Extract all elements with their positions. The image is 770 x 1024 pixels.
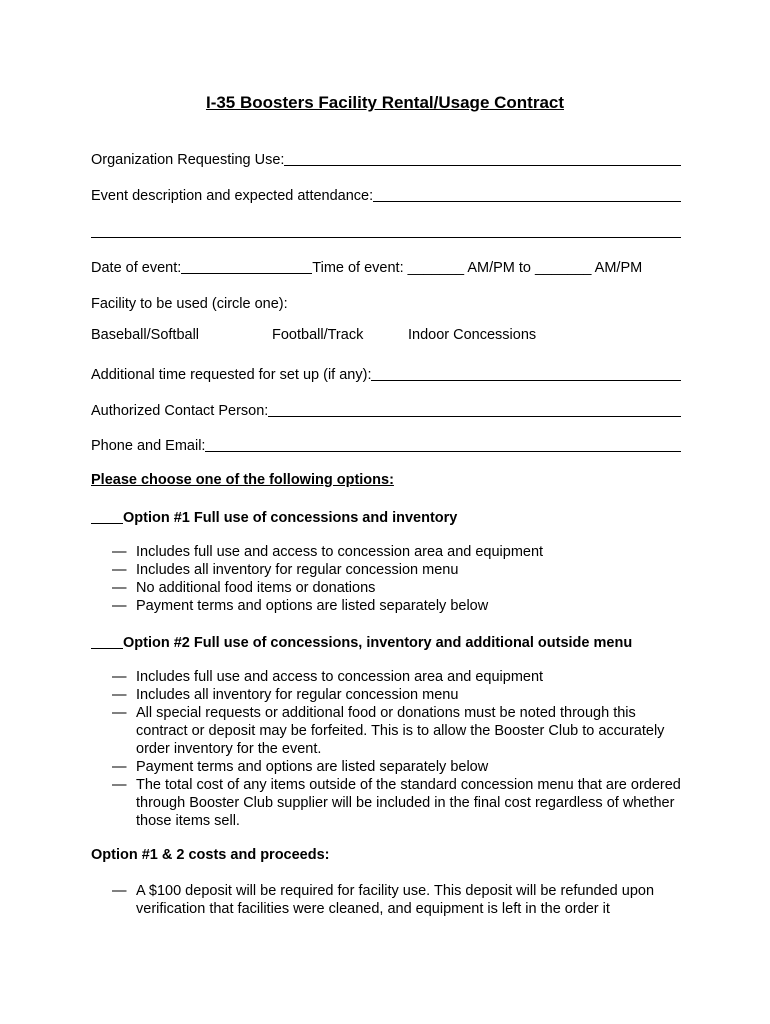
option2-row (91, 631, 632, 651)
facility-option-concessions[interactable]: Indoor Concessions (408, 327, 537, 343)
option2-checkbox[interactable] (91, 632, 123, 649)
option2-list (112, 668, 682, 830)
phone-email-field[interactable] (205, 435, 681, 452)
list-item: — A $100 deposit will be required for facility use. This deposit will be refunded upon verification that facilities were cleaned, and equipment is left in the order it (112, 883, 655, 917)
bullet-dash: — (112, 687, 127, 703)
list-item: — All special requests or additional food or donations must be noted through this contract or deposit may be forfeited. This is to allow the Booster Club to accurately order inventory for the event. (112, 705, 665, 757)
bullet-dash: — (112, 777, 127, 793)
list-item: — Payment terms and options are listed separately below (112, 759, 489, 775)
list-item: — No additional food items or donations (112, 580, 376, 596)
bullet-dash: — (112, 705, 127, 721)
date-label: Date of event: (91, 260, 182, 276)
organization-row (91, 148, 681, 168)
facility-option-baseball[interactable]: Baseball/Softball (91, 327, 200, 343)
list-item: — Includes full use and access to concession area and equipment (112, 669, 544, 685)
phone-email-label: Phone and Email: (91, 438, 206, 454)
phone-email-row (91, 434, 681, 454)
event-description-row (91, 184, 681, 204)
list-item: — Includes all inventory for regular concession menu (112, 562, 459, 578)
facility-options (91, 327, 691, 347)
list-item: — Includes all inventory for regular concession menu (112, 687, 459, 703)
date-time-row (91, 256, 681, 276)
facility-row (91, 292, 681, 312)
organization-label: Organization Requesting Use: (91, 152, 285, 168)
option1-checkbox[interactable] (91, 507, 123, 524)
setup-time-row (91, 363, 681, 383)
contact-row (91, 399, 681, 419)
contact-field[interactable] (268, 400, 681, 417)
option1-row (91, 506, 457, 526)
bullet-dash: — (112, 883, 127, 899)
option1-title: Option #1 Full use of concessions and inventory (123, 510, 458, 526)
time-label: Time of event: _______ AM/PM to _______ AM/PM (312, 260, 643, 276)
setup-time-field[interactable] (371, 364, 681, 381)
organization-field[interactable] (284, 149, 681, 166)
options-heading: Please choose one of the following options: (91, 472, 394, 488)
event-description-label: Event description and expected attendance: (91, 188, 374, 204)
date-field[interactable] (181, 257, 312, 274)
option1-list (112, 543, 682, 615)
setup-time-label: Additional time requested for set up (if any): (91, 367, 372, 383)
costs-list (112, 882, 682, 918)
contact-label: Authorized Contact Person: (91, 403, 269, 419)
list-item: — Payment terms and options are listed separately below (112, 598, 489, 614)
list-item: — The total cost of any items outside of the standard concession menu that are ordered through Booster Club supplier will be included in the final cost regardless of whether those items sell. (112, 777, 681, 829)
bullet-dash: — (112, 580, 127, 596)
facility-option-football[interactable]: Football/Track (272, 327, 364, 343)
bullet-dash: — (112, 598, 127, 614)
bullet-dash: — (112, 562, 127, 578)
event-description-field[interactable] (373, 185, 681, 202)
document-title: I-35 Boosters Facility Rental/Usage Contract (205, 93, 565, 112)
bullet-dash: — (112, 544, 127, 560)
bullet-dash: — (112, 759, 127, 775)
list-item: — Includes full use and access to concession area and equipment (112, 544, 544, 560)
bullet-dash: — (112, 669, 127, 685)
facility-label: Facility to be used (circle one): (91, 296, 288, 312)
option2-title: Option #2 Full use of concessions, inventory and additional outside menu (123, 635, 633, 651)
event-description-field-line-2[interactable] (91, 220, 681, 238)
costs-heading: Option #1 & 2 costs and proceeds: (91, 847, 330, 863)
